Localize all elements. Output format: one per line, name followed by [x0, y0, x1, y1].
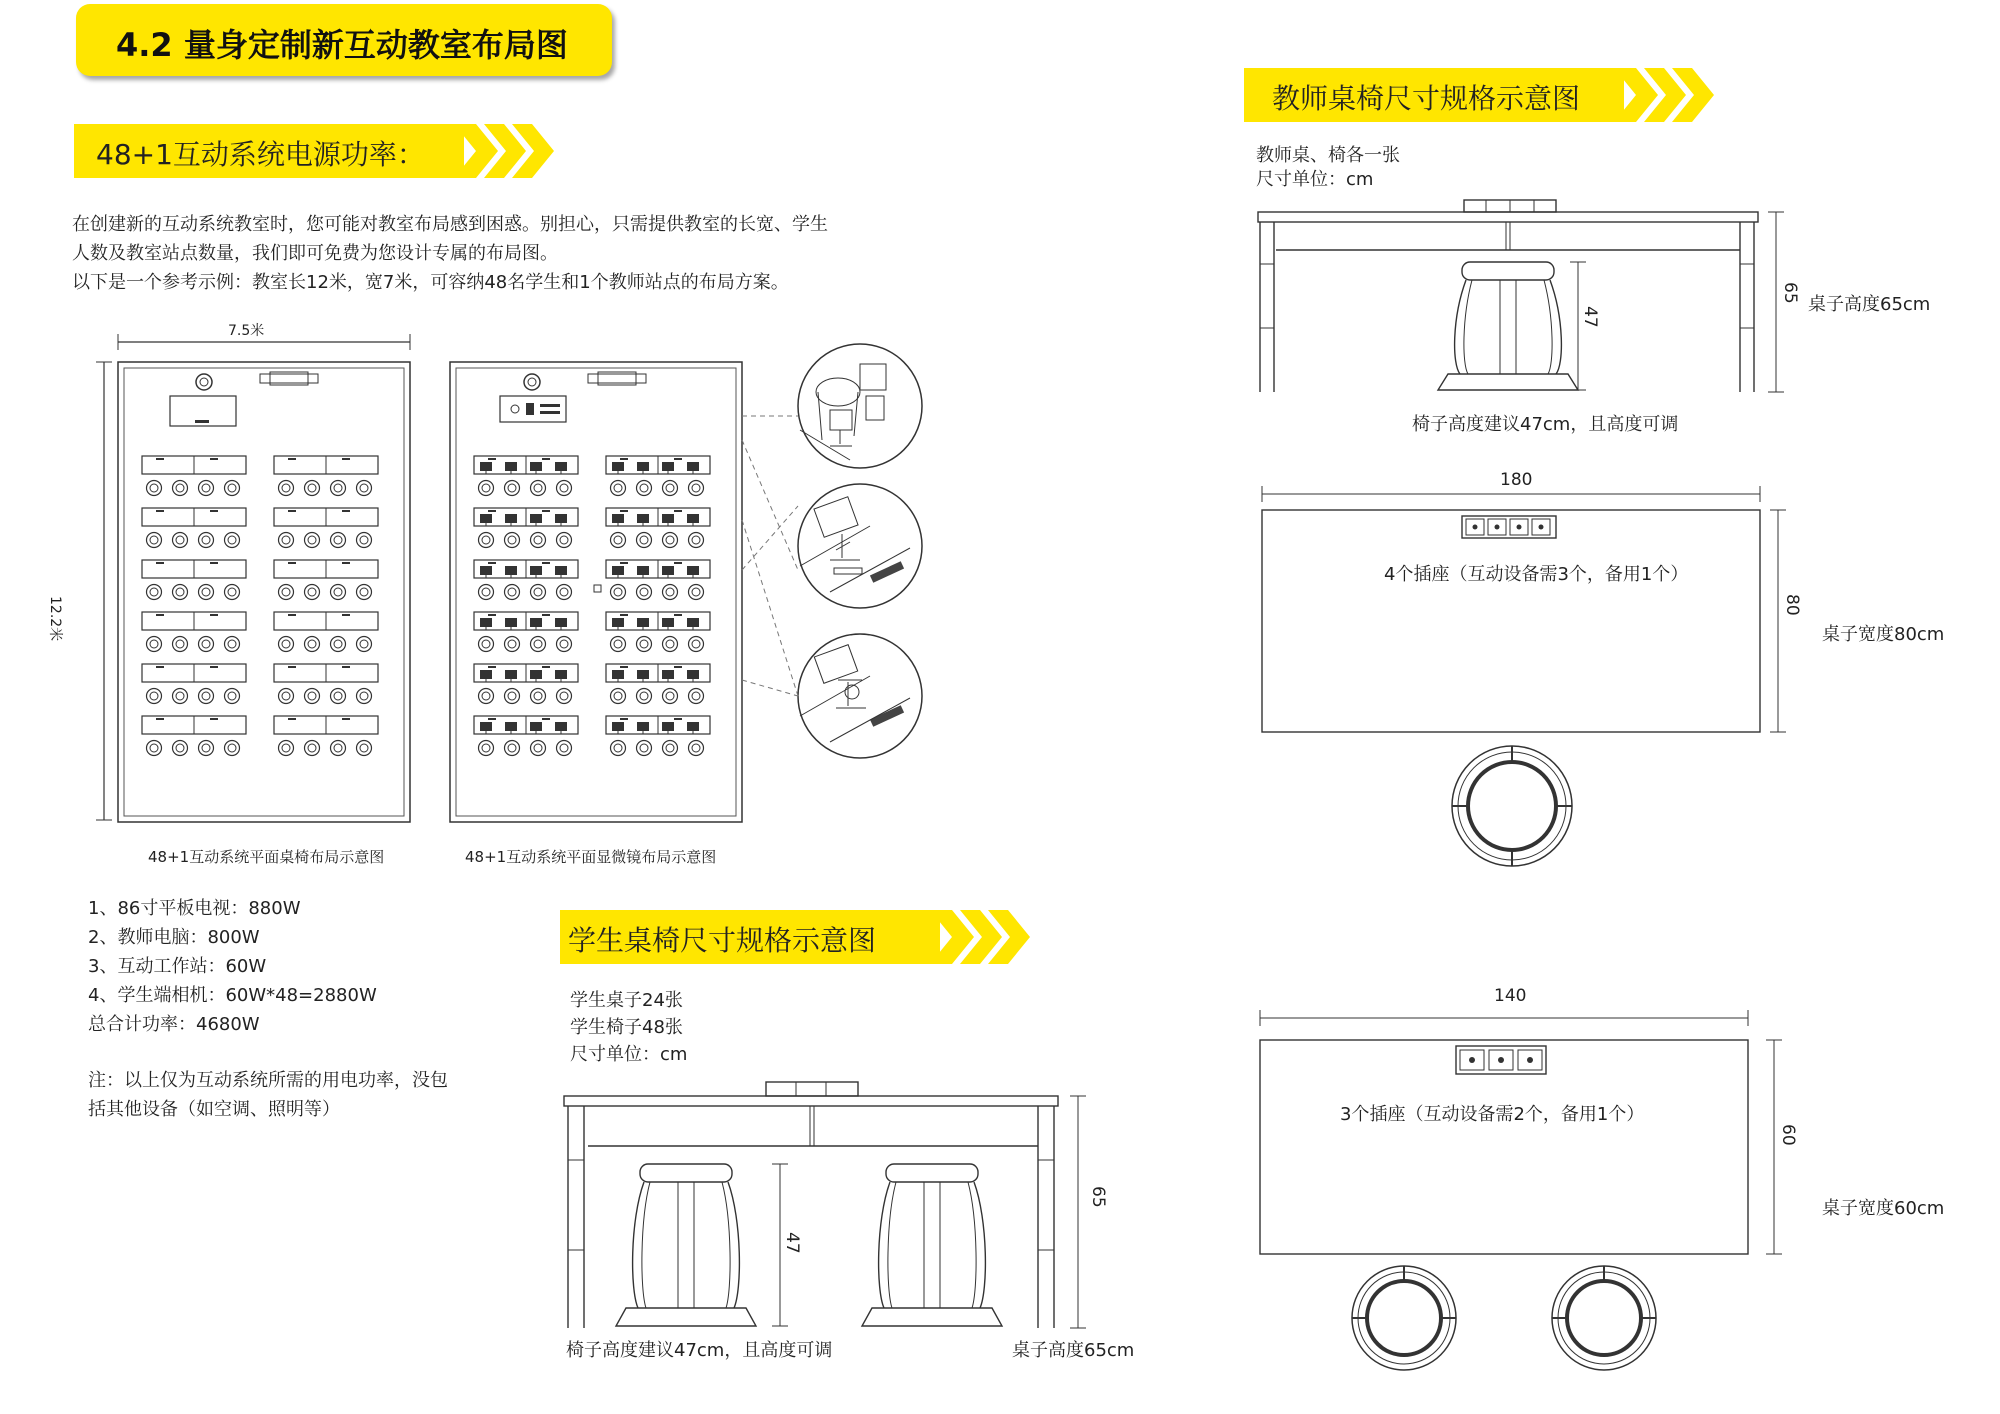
chair-icon — [331, 741, 346, 756]
chair-icon — [305, 533, 320, 548]
chair-icon — [173, 481, 188, 496]
student-banner-label: 学生桌椅尺寸规格示意图 — [568, 924, 877, 957]
chair-icon — [357, 741, 372, 756]
chair-icon — [147, 585, 162, 600]
chair-icon — [531, 481, 546, 496]
chair-icon — [357, 481, 372, 496]
desk-group — [274, 664, 378, 704]
plan-height-label: 12.2米 — [47, 596, 63, 642]
desk-group — [474, 560, 578, 600]
chair-icon — [611, 689, 626, 704]
intro-line-2: 人数及教室站点数量，我们即可免费为您设计专属的布局图。 — [72, 243, 558, 264]
power-item-1: 1、86寸平板电视：880W — [88, 898, 301, 919]
power-total: 总合计功率：4680W — [88, 1014, 260, 1035]
chair-icon — [505, 689, 520, 704]
chair-icon — [637, 689, 652, 704]
chair-icon — [331, 637, 346, 652]
student-desk-top-view — [1256, 1004, 1796, 1344]
chair-icon — [357, 689, 372, 704]
chair-icon — [531, 585, 546, 600]
chair-icon — [199, 689, 214, 704]
chair-icon — [531, 741, 546, 756]
plan1-desk-grid — [142, 456, 378, 756]
chair-icon — [505, 741, 520, 756]
desk-group — [474, 664, 578, 704]
chair-icon — [637, 637, 652, 652]
note-line-1: 注：以上仅为互动系统所需的用电功率，没包 — [88, 1070, 448, 1091]
chair-icon — [199, 741, 214, 756]
chair-icon — [663, 533, 678, 548]
student-socket-note: 3个插座（互动设备需2个，备用1个） — [1340, 1104, 1645, 1125]
chair-icon — [637, 741, 652, 756]
desk-group — [606, 508, 710, 548]
chair-icon — [225, 741, 240, 756]
chair-icon — [505, 533, 520, 548]
desk-group — [142, 664, 246, 704]
chair-icon — [557, 637, 572, 652]
page-title-box — [76, 4, 612, 76]
chair-icon — [305, 481, 320, 496]
desk-group — [474, 716, 578, 756]
teacher-banner — [1244, 68, 1764, 122]
chair-icon — [173, 637, 188, 652]
desk-group — [474, 456, 578, 496]
student-depth-dim: 60 — [1778, 1124, 1798, 1146]
chair-icon — [663, 741, 678, 756]
desk-group — [606, 456, 710, 496]
chair-icon — [225, 585, 240, 600]
desk-group — [274, 508, 378, 548]
chair-icon — [505, 481, 520, 496]
desk-group — [142, 612, 246, 652]
power-item-3: 3、互动工作站：60W — [88, 956, 267, 977]
chair-icon — [147, 689, 162, 704]
chair-icon — [611, 481, 626, 496]
teacher-chair-note: 椅子高度建议47cm，且高度可调 — [1412, 414, 1679, 435]
chair-icon — [199, 585, 214, 600]
chair-icon — [147, 637, 162, 652]
power-strip-3-icon — [1456, 1046, 1546, 1074]
chair-icon — [557, 481, 572, 496]
teacher-chair-dim: 47 — [1580, 306, 1600, 328]
chair-icon — [689, 481, 704, 496]
teacher-desk-side-view — [1256, 198, 1796, 398]
desk-group — [606, 560, 710, 600]
chair-icon — [305, 689, 320, 704]
chair-icon — [357, 533, 372, 548]
chair-icon — [637, 585, 652, 600]
power-banner — [74, 124, 574, 178]
chair-icon — [611, 637, 626, 652]
chair-icon — [689, 689, 704, 704]
chair-icon — [637, 533, 652, 548]
teacher-info-2: 尺寸单位：cm — [1256, 169, 1374, 190]
teacher-table-height: 桌子高度65cm — [1808, 294, 1931, 315]
chevrons-icon — [1614, 68, 1814, 122]
chevrons-icon — [454, 124, 654, 178]
chair-icon — [225, 689, 240, 704]
desk-group — [142, 456, 246, 496]
chair-icon — [147, 533, 162, 548]
chair-icon — [531, 533, 546, 548]
student-depth-label: 桌子宽度60cm — [1822, 1198, 1945, 1219]
chair-icon — [147, 481, 162, 496]
desk-group — [474, 612, 578, 652]
chair-icon — [279, 481, 294, 496]
chair-icon — [331, 533, 346, 548]
chair-icon — [357, 637, 372, 652]
chair-icon — [173, 689, 188, 704]
chair-icon — [663, 481, 678, 496]
chair-icon — [663, 637, 678, 652]
desk-group — [606, 612, 710, 652]
chair-icon — [505, 637, 520, 652]
teacher-desk-top-view — [1256, 480, 1796, 900]
plan2-microscope-grid — [474, 456, 710, 756]
chair-icon — [279, 741, 294, 756]
chair-icon — [279, 637, 294, 652]
teacher-depth-label: 桌子宽度80cm — [1822, 624, 1945, 645]
teacher-depth-dim: 80 — [1782, 594, 1802, 616]
power-strip-4-icon — [1462, 516, 1556, 538]
chair-icon — [637, 481, 652, 496]
student-table-height: 桌子高度65cm — [1012, 1340, 1135, 1361]
floor-plans — [70, 320, 1010, 880]
desk-group — [474, 508, 578, 548]
chair-icon — [479, 637, 494, 652]
chair-icon — [279, 689, 294, 704]
page-title: 4.2 量身定制新互动教室布局图 — [116, 26, 568, 64]
chair-icon — [331, 689, 346, 704]
chair-icon — [611, 585, 626, 600]
chair-icon — [663, 689, 678, 704]
chair-icon — [305, 637, 320, 652]
desk-group — [274, 456, 378, 496]
chair-icon — [199, 533, 214, 548]
student-info-2: 学生椅子48张 — [570, 1017, 683, 1038]
chair-icon — [225, 637, 240, 652]
desk-group — [274, 560, 378, 600]
student-width-dim: 140 — [1494, 986, 1527, 1006]
plan-width-label: 7.5米 — [228, 323, 265, 339]
desk-group — [142, 560, 246, 600]
student-chair-dim: 47 — [782, 1232, 802, 1254]
student-info-1: 学生桌子24张 — [570, 990, 683, 1011]
chair-icon — [147, 741, 162, 756]
desk-group — [274, 716, 378, 756]
chair-icon — [173, 533, 188, 548]
chair-icon — [557, 585, 572, 600]
power-item-2: 2、教师电脑：800W — [88, 927, 260, 948]
student-table-dim: 65 — [1088, 1186, 1108, 1208]
desk-group — [606, 716, 710, 756]
chair-icon — [557, 741, 572, 756]
chair-icon — [199, 481, 214, 496]
chair-icon — [479, 481, 494, 496]
chair-icon — [331, 481, 346, 496]
chair-icon — [279, 533, 294, 548]
teacher-banner-label: 教师桌椅尺寸规格示意图 — [1272, 82, 1581, 115]
chair-icon — [531, 637, 546, 652]
chair-icon — [225, 481, 240, 496]
caption-desk-layout: 48+1互动系统平面桌椅布局示意图 — [148, 848, 385, 866]
chair-icon — [357, 585, 372, 600]
chair-icon — [173, 741, 188, 756]
chair-icon — [479, 741, 494, 756]
teacher-width-dim: 180 — [1500, 470, 1533, 490]
chair-icon — [225, 533, 240, 548]
desk-group — [142, 508, 246, 548]
desk-group — [274, 612, 378, 652]
chair-icon — [689, 637, 704, 652]
teacher-table-dim: 65 — [1780, 282, 1800, 304]
chair-icon — [305, 741, 320, 756]
chair-icon — [331, 585, 346, 600]
student-banner — [560, 910, 1060, 964]
chair-icon — [199, 637, 214, 652]
power-banner-label: 48+1互动系统电源功率： — [96, 138, 425, 171]
chair-icon — [279, 585, 294, 600]
desk-group — [142, 716, 246, 756]
chair-icon — [557, 689, 572, 704]
chair-icon — [479, 533, 494, 548]
student-info-3: 尺寸单位：cm — [570, 1044, 688, 1065]
chair-icon — [479, 689, 494, 704]
chair-icon — [689, 741, 704, 756]
teacher-socket-note: 4个插座（互动设备需3个，备用1个） — [1384, 564, 1689, 585]
chair-icon — [305, 585, 320, 600]
chair-icon — [557, 533, 572, 548]
chair-icon — [689, 533, 704, 548]
chair-icon — [663, 585, 678, 600]
power-item-4: 4、学生端相机：60W*48=2880W — [88, 985, 377, 1006]
desk-group — [606, 664, 710, 704]
student-desk-side-view — [560, 1070, 1080, 1330]
chair-icon — [173, 585, 188, 600]
caption-microscope-layout: 48+1互动系统平面显微镜布局示意图 — [465, 848, 717, 866]
teacher-info-1: 教师桌、椅各一张 — [1256, 145, 1400, 166]
chair-icon — [611, 741, 626, 756]
intro-line-1: 在创建新的互动系统教室时，您可能对教室布局感到困惑。别担心，只需提供教室的长宽、学生 — [72, 214, 828, 235]
chair-icon — [505, 585, 520, 600]
chevrons-icon — [930, 910, 1130, 964]
note-line-2: 括其他设备（如空调、照明等） — [88, 1099, 340, 1120]
intro-line-3: 以下是一个参考示例：教室长12米，宽7米，可容纳48名学生和1个教师站点的布局方案。 — [72, 272, 789, 293]
chair-icon — [611, 533, 626, 548]
chair-icon — [689, 585, 704, 600]
student-chair-note: 椅子高度建议47cm，且高度可调 — [566, 1340, 833, 1361]
chair-icon — [531, 689, 546, 704]
chair-icon — [479, 585, 494, 600]
